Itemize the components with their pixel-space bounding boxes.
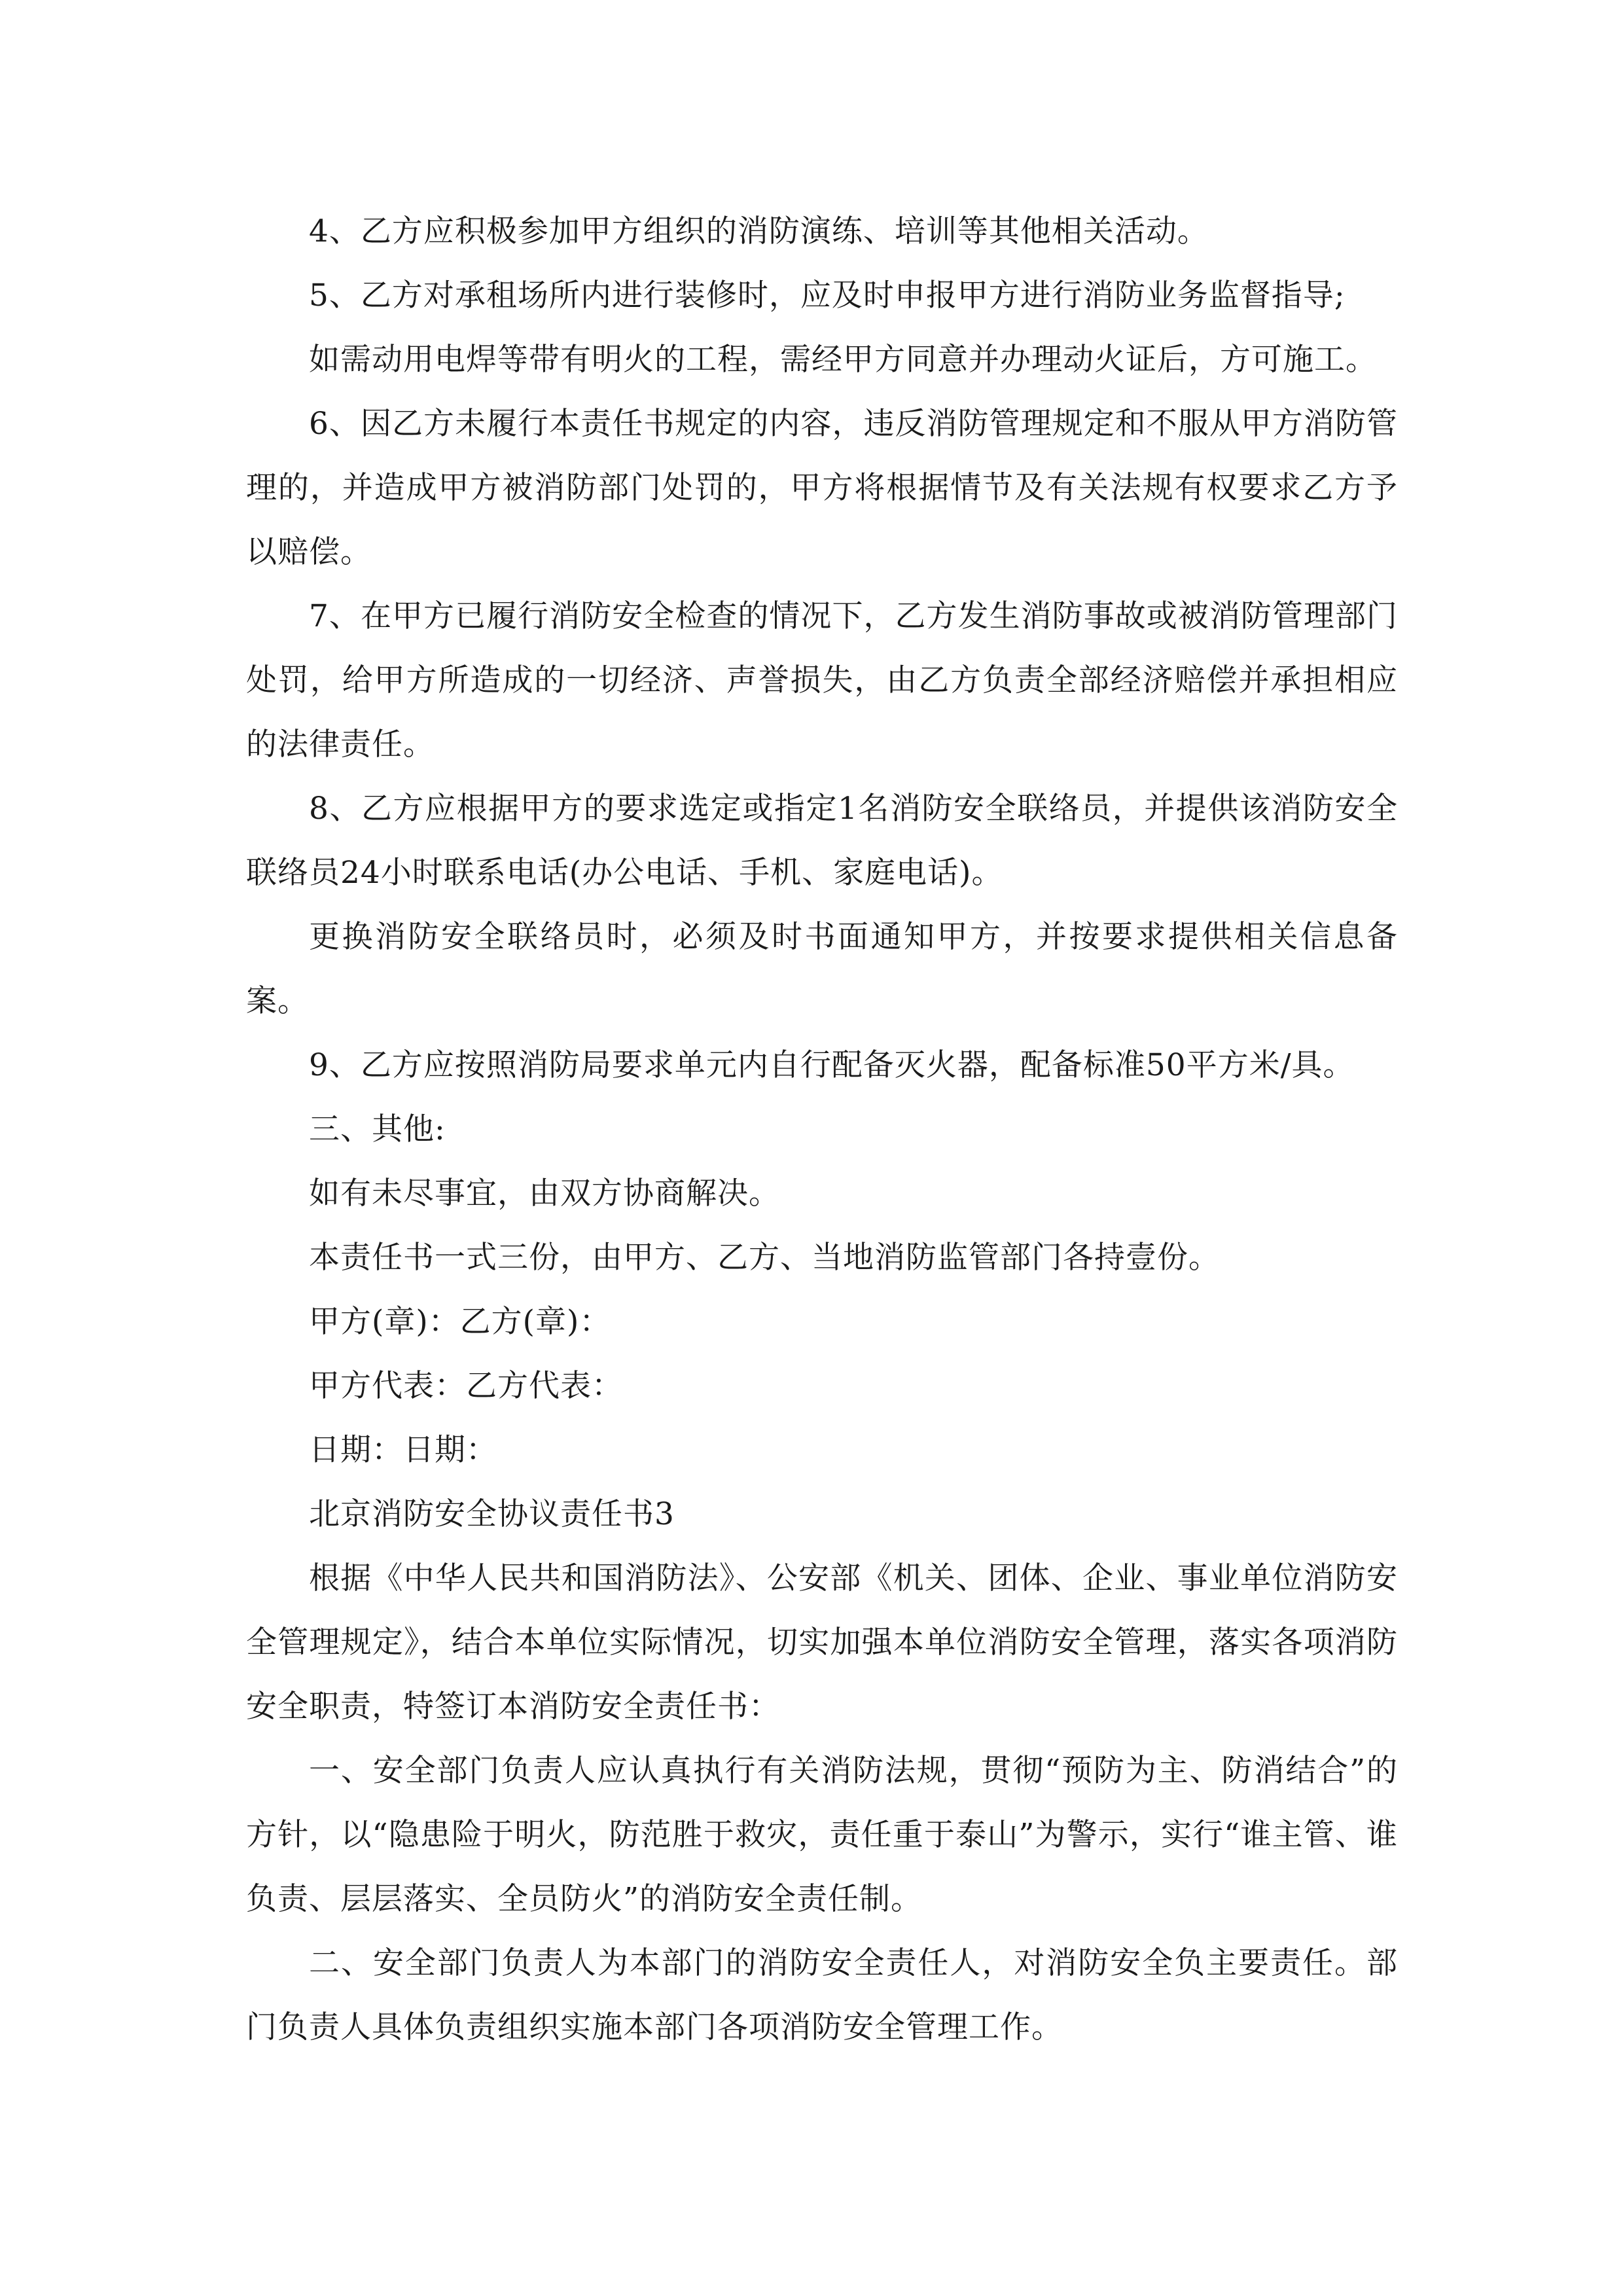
signature-seal-line: 甲方(章)：乙方(章)： — [309, 1304, 611, 1340]
paragraph-item-4: 4、乙方应积极参加甲方组织的消防演练、培训等其他相关活动。 — [309, 213, 1209, 249]
document-body — [246, 200, 1398, 2060]
paragraph-item-9: 9、乙方应按照消防局要求单元内自行配备灭火器，配备标准50平方米/具。 — [309, 1047, 1355, 1083]
signature-representative-line: 甲方代表：乙方代表： — [309, 1368, 623, 1404]
paragraph-hot-work: 如需动用电焊等带有明火的工程，需经甲方同意并办理动火证后，方可施工。 — [309, 342, 1377, 378]
paragraph-copies: 本责任书一式三份，由甲方、乙方、当地消防监管部门各持壹份。 — [309, 1240, 1220, 1276]
paragraph-unresolved-matters: 如有未尽事宜，由双方协商解决。 — [309, 1175, 780, 1211]
paragraph-item-8: 8、乙方应根据甲方的要求选定或指定1名消防安全联络员，并提供该消防安全联络员24小时联系电话(办公电话、手机、家庭电话)。 — [246, 791, 1398, 891]
paragraph-item-7: 7、在甲方已履行消防安全检查的情况下，乙方发生消防事故或被消防管理部门处罚，给甲方所造成的一切经济、声誉损失，由乙方负责全部经济赔偿并承担相应的法律责任。 — [246, 598, 1398, 762]
signature-date-line: 日期：日期： — [309, 1432, 497, 1468]
paragraph-clause-2: 二、安全部门负责人为本部门的消防安全责任人，对消防安全负主要责任。部门负责人具体负责组织实施本部门各项消防安全管理工作。 — [246, 1945, 1398, 2045]
paragraph-item-5: 5、乙方对承租场所内进行装修时，应及时申报甲方进行消防业务监督指导; — [309, 278, 1346, 314]
paragraph-preamble: 根据《中华人民共和国消防法》、公安部《机关、团体、企业、事业单位消防安全管理规定》，结合本单位实际情况，切实加强本单位消防安全管理，落实各项消防安全职责，特签订本消防安全责任书： — [246, 1560, 1398, 1725]
paragraph-clause-1: 一、安全部门负责人应认真执行有关消防法规，贯彻“预防为主、防消结合”的方针，以“隐患险于明火，防范胜于救灾，责任重于泰山”为警示，实行“谁主管、谁负责、层层落实、全员防火”的消防安全责任制。 — [246, 1753, 1398, 1917]
document-section-title: 北京消防安全协议责任书3 — [309, 1496, 675, 1532]
paragraph-item-6: 6、因乙方未履行本责任书规定的内容，违反消防管理规定和不服从甲方消防管理的，并造成甲方被消防部门处罚的，甲方将根据情节及有关法规有权要求乙方予以赔偿。 — [246, 406, 1398, 570]
section-heading-other: 三、其他: — [309, 1111, 446, 1147]
paragraph-liaison-change: 更换消防安全联络员时，必须及时书面通知甲方，并按要求提供相关信息备案。 — [246, 919, 1398, 1019]
